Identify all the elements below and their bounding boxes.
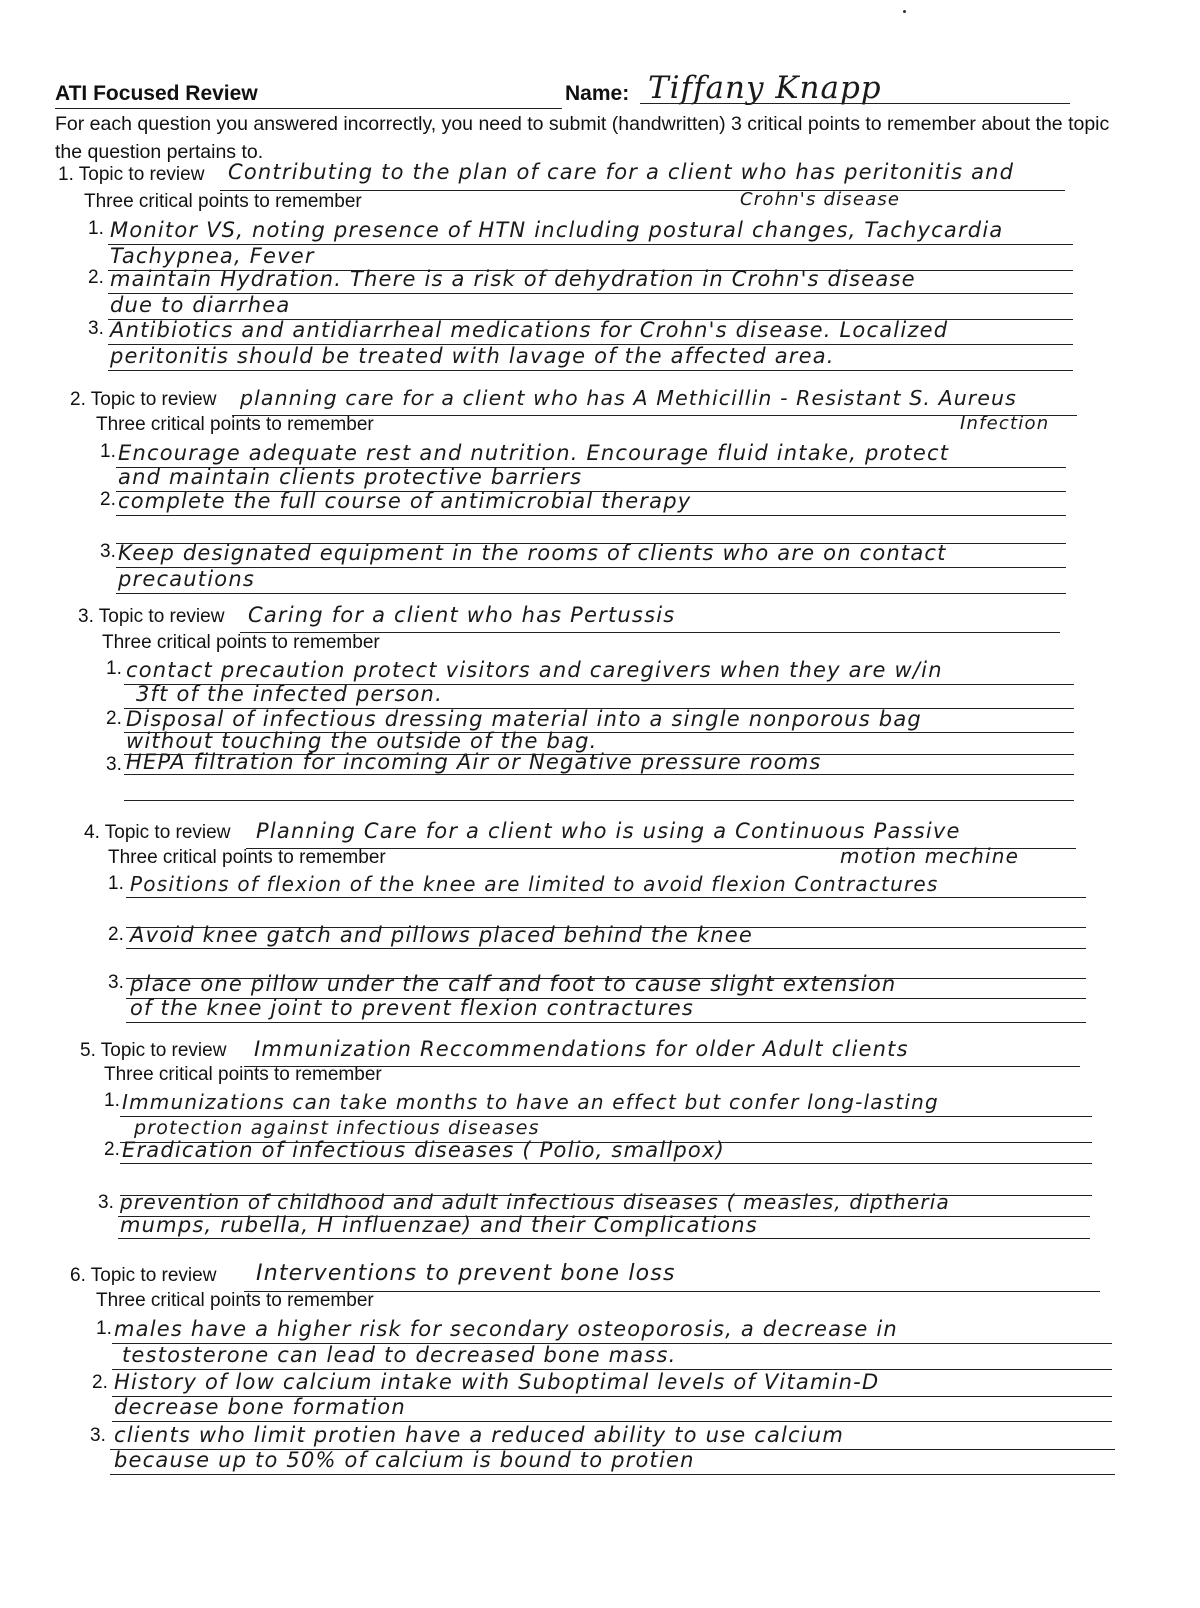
point-line-2: of the knee joint to prevent flexion contractures <box>130 996 695 1020</box>
topic-label: 3. Topic to review <box>78 606 225 627</box>
point-line-1: Encourage adequate rest and nutrition. Encourage fluid intake, protect <box>118 441 950 465</box>
point-line-1: HEPA filtration for incoming Air or Negative pressure rooms <box>126 750 822 774</box>
point-number: 1. <box>108 873 124 894</box>
point-line-1: place one pillow under the calf and foot to cause slight extension <box>130 972 897 996</box>
name-label: Name: <box>565 82 630 105</box>
point-line-2: mumps, rubella, H influenzae) and their Complications <box>120 1213 758 1237</box>
point-line-1: prevention of childhood and adult infectious diseases ( measles, diptheria <box>120 1190 951 1214</box>
answer-line <box>116 567 1066 568</box>
three-points-label: Three critical points to remember <box>96 1290 374 1311</box>
point-line-2: decrease bone formation <box>114 1395 406 1419</box>
point-number: 2. <box>88 267 104 288</box>
answer-line <box>120 1163 1092 1164</box>
point-line-1: clients who limit protien have a reduced ability to use calcium <box>114 1423 845 1447</box>
point-number: 3. <box>106 754 122 775</box>
answer-line <box>116 593 1066 594</box>
point-line-2: protection against infectious diseases <box>134 1117 540 1139</box>
topic-text: Immunization Reccommendations for older Adult clients <box>254 1037 909 1061</box>
point-line-1: Keep designated equipment in the rooms of clients who are on contact <box>118 541 947 565</box>
point-line-2: without touching the outside of the bag. <box>126 729 598 753</box>
point-line-1: Disposal of infectious dressing material into a single nonporous bag <box>126 707 922 731</box>
topic-label: 4. Topic to review <box>84 822 231 843</box>
topic-text-continued: motion mechine <box>840 844 1020 868</box>
scan-speck <box>903 10 906 13</box>
title-underline <box>55 108 562 109</box>
point-line-1: Eradication of infectious diseases ( Polio, smallpox) <box>122 1138 725 1162</box>
topic-text-continued: Crohn's disease <box>740 189 901 210</box>
point-number: 1. <box>104 1090 120 1111</box>
point-line-1: contact precaution protect visitors and caregivers when they are w/in <box>126 658 943 682</box>
point-number: 2. <box>106 708 122 729</box>
name-underline <box>640 103 1070 104</box>
point-line-2: because up to 50% of calcium is bound to protien <box>114 1448 695 1472</box>
point-number: 2. <box>108 924 124 945</box>
point-line-2: 3ft of the infected person. <box>136 682 443 706</box>
point-line-1: Antibiotics and antidiarrheal medications for Crohn's disease. Localized <box>110 318 949 342</box>
point-number: 3. <box>88 318 104 339</box>
three-points-label: Three critical points to remember <box>108 847 386 868</box>
point-number: 3. <box>108 972 124 993</box>
topic-text: Caring for a client who has Pertussis <box>248 603 676 627</box>
point-line-2: Tachypnea, Fever <box>110 244 315 268</box>
topic-label: 5. Topic to review <box>80 1040 227 1061</box>
answer-line <box>124 800 1074 801</box>
point-number: 3. <box>98 1192 114 1213</box>
topic-label: 2. Topic to review <box>70 389 217 410</box>
answer-line <box>112 1421 1112 1422</box>
three-points-label: Three critical points to remember <box>104 1064 382 1085</box>
answer-line <box>118 1238 1090 1239</box>
point-line-1: Positions of flexion of the knee are limited to avoid flexion Contractures <box>130 872 939 896</box>
point-line-1: History of low calcium intake with Suboptimal levels of Vitamin-D <box>114 1370 880 1394</box>
topic-text: Interventions to prevent bone loss <box>256 1261 676 1286</box>
answer-line <box>126 1022 1086 1023</box>
topic-text-continued: Infection <box>960 413 1050 434</box>
three-points-label: Three critical points to remember <box>102 632 380 653</box>
point-line-2: peritonitis should be treated with lavage of the affected area. <box>110 344 835 368</box>
three-points-label: Three critical points to remember <box>84 191 362 212</box>
point-line-2: testosterone can lead to decreased bone mass. <box>122 1343 677 1367</box>
point-number: 2. <box>100 489 116 510</box>
answer-line <box>124 774 1074 775</box>
point-number: 1. <box>88 218 104 239</box>
point-line-2: due to diarrhea <box>110 293 291 317</box>
point-number: 1. <box>106 658 122 679</box>
topic-text: Planning Care for a client who is using a Continuous Passive <box>256 819 961 843</box>
point-line-1: Immunizations can take months to have an effect but confer long-lasting <box>122 1090 939 1114</box>
point-line-1: Monitor VS, noting presence of HTN including postural changes, Tachycardia <box>110 218 1004 242</box>
point-line-2: and maintain clients protective barriers <box>118 465 583 489</box>
point-number: 1. <box>96 1318 112 1339</box>
three-points-label: Three critical points to remember <box>96 414 374 435</box>
instructions: For each question you answered incorrectly, you need to submit (handwritten) 3 critical points to remember about the topic the question pertains to. <box>55 113 1110 163</box>
answer-line <box>126 948 1086 949</box>
topic-label: 6. Topic to review <box>70 1265 217 1286</box>
answer-line <box>110 1474 1115 1475</box>
point-number: 2. <box>104 1139 120 1160</box>
topic-text: Contributing to the plan of care for a client who has peritonitis and <box>228 160 1015 184</box>
point-number: 2. <box>92 1372 108 1393</box>
student-name: Tiffany Knapp <box>648 70 882 106</box>
topic-label: 1. Topic to review <box>58 164 205 185</box>
point-number: 3. <box>100 541 116 562</box>
answer-line <box>116 515 1066 516</box>
answer-line <box>126 897 1086 898</box>
point-line-1: complete the full course of antimicrobial therapy <box>118 489 692 513</box>
answer-line <box>108 370 1073 371</box>
worksheet-title: ATI Focused Review <box>55 82 258 105</box>
point-line-2: precautions <box>118 567 255 591</box>
topic-text: planning care for a client who has A Methicillin - Resistant S. Aureus <box>240 386 1017 410</box>
point-line-1: maintain Hydration. There is a risk of dehydration in Crohn's disease <box>110 267 916 291</box>
point-number: 3. <box>90 1425 106 1446</box>
point-line-1: males have a higher risk for secondary osteoporosis, a decrease in <box>114 1317 898 1341</box>
point-line-1: Avoid knee gatch and pillows placed behind the knee <box>130 923 753 947</box>
point-number: 1. <box>100 441 116 462</box>
